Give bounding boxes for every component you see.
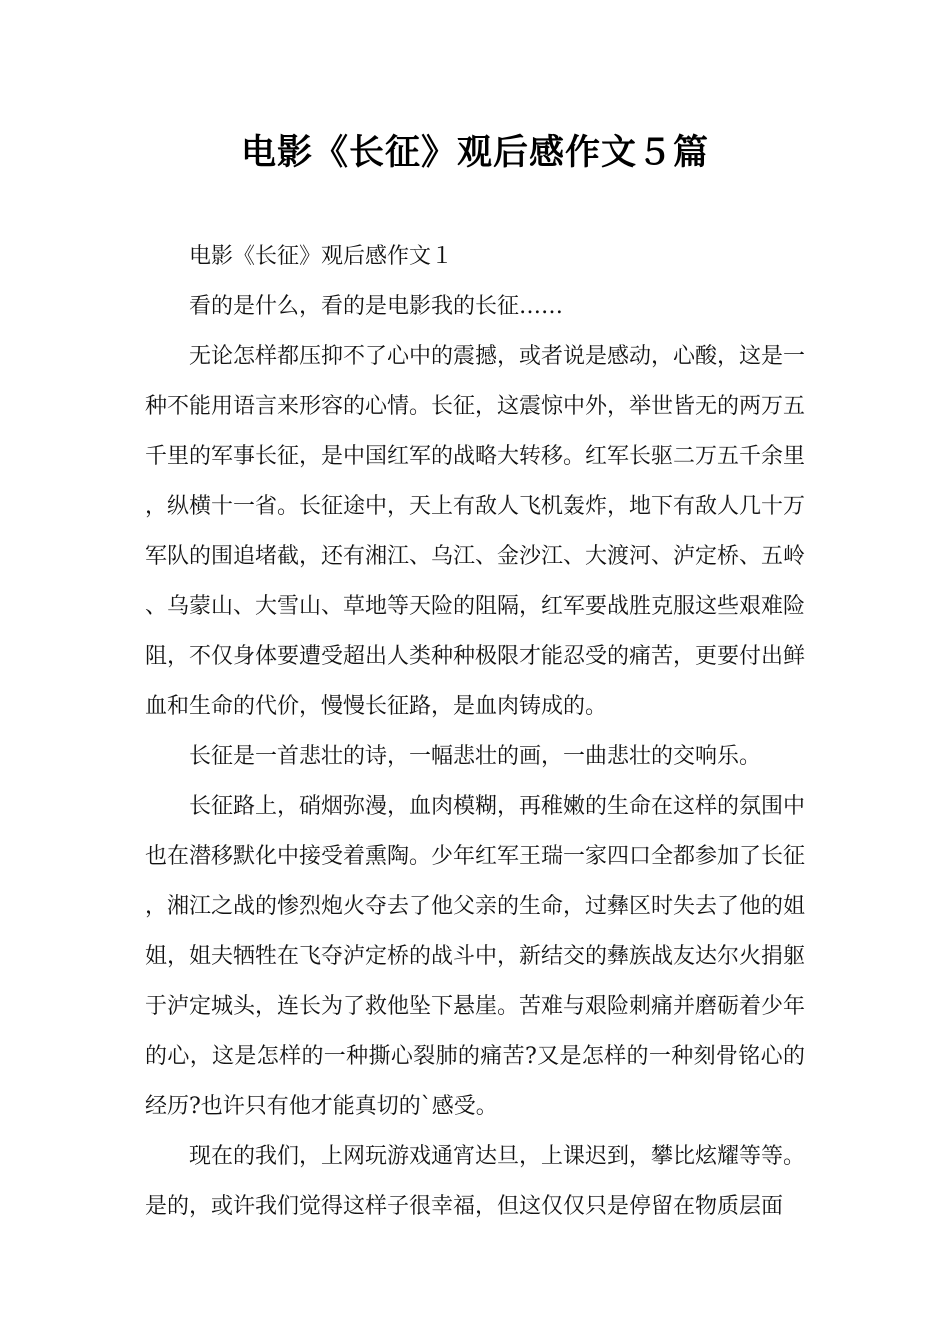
- document-body: [145, 232, 805, 1232]
- paragraph: 现在的我们，上网玩游戏通宵达旦，上课迟到，攀比炫耀等等。是的，或许我们觉得这样子很幸福，但这仅仅只是停留在物质层面: [145, 1144, 806, 1219]
- document-title: 电影《长征》观后感作文５篇: [240, 133, 709, 173]
- paragraph: 长征路上，硝烟弥漫，血肉模糊，再稚嫩的生命在这样的氛围中也在潜移默化中接受着熏陶。少年红军王瑞一家四口全都参加了长征，湘江之战的惨烈炮火夺去了他父亲的生命，过彝区时失去了他的姐姐，姐夫牺牲在飞夺泸定桥的战斗中，新结交的彝族战友达尔火捐躯于泸定城头，连长为了救他坠下悬崖。苦难与艰险刺痛并磨砺着少年的心，这是怎样的一种撕心裂肺的痛苦?又是怎样的一种刻骨铭心的经历?也许只有他才能真切的`感受。: [145, 794, 806, 1119]
- paragraph: 看的是什么，看的是电影我的长征……: [189, 294, 564, 319]
- essay-heading: 电影《长征》观后感作文１: [189, 244, 454, 269]
- paragraph: 长征是一首悲壮的诗，一幅悲壮的画，一曲悲壮的交响乐。: [189, 744, 762, 769]
- paragraph: 无论怎样都压抑不了心中的震撼，或者说是感动，心酸，这是一种不能用语言来形容的心情。长征，这震惊中外，举世皆无的两万五千里的军事长征，是中国红军的战略大转移。红军长驱二万五千余里，纵横十一省。长征途中，天上有敌人飞机轰炸，地下有敌人几十万军队的围追堵截，还有湘江、乌江、金沙江、大渡河、泸定桥、五岭、乌蒙山、大雪山、草地等天险的阻隔，红军要战胜克服这些艰难险阻，不仅身体要遭受超出人类种种极限才能忍受的痛苦，更要付出鲜血和生命的代价，慢慢长征路，是血肉铸成的。: [145, 344, 806, 719]
